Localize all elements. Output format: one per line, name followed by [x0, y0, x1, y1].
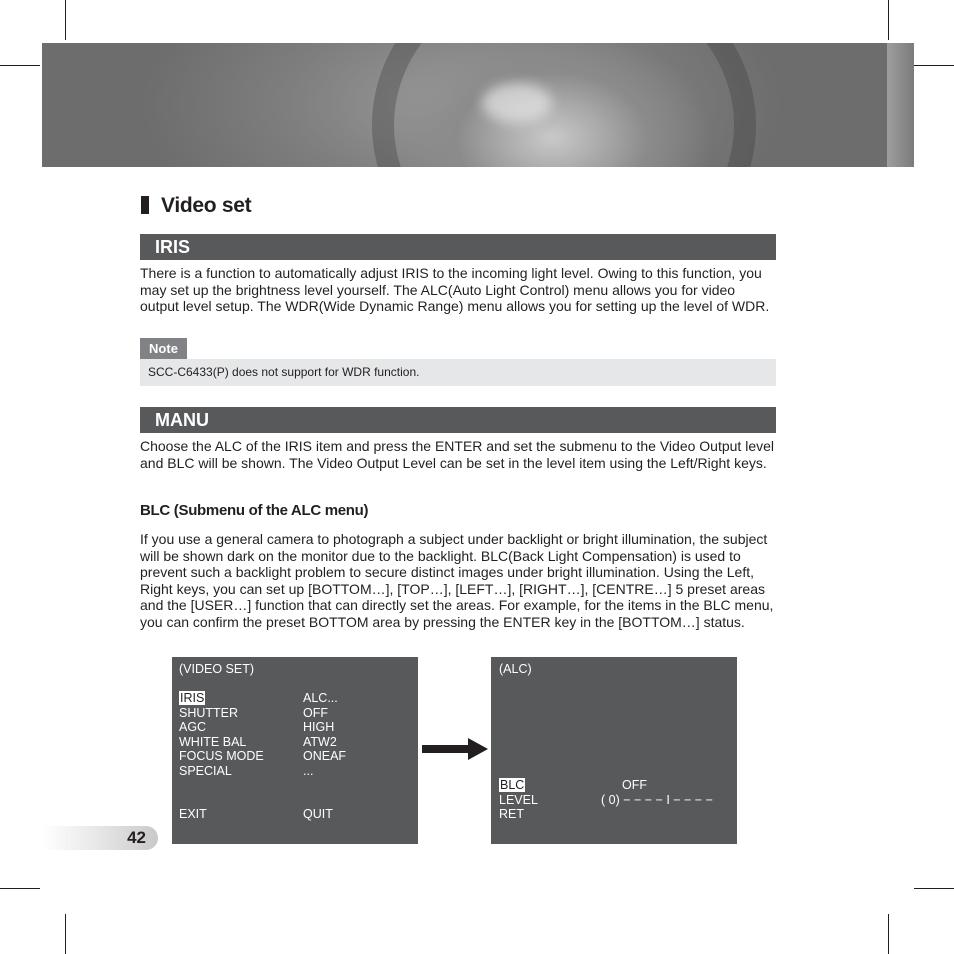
osd-item-value: ONEAF: [303, 749, 347, 763]
osd-video-set-menu: [172, 657, 418, 844]
osd-selected-item: BLC: [500, 778, 525, 792]
osd-selected-item: IRIS: [180, 691, 205, 705]
crop-mark-top-left-h: [0, 65, 40, 66]
osd-item-value: ALC...: [303, 691, 338, 705]
lens-glare-graphic: [482, 83, 552, 123]
osd-item-label: SHUTTER: [179, 706, 239, 720]
crop-mark-bottom-right-v: [888, 914, 889, 954]
osd-level-value: ( 0) − − − − I − − − −: [601, 793, 713, 807]
page-title-text: Video set: [161, 194, 252, 217]
osd-blc-label: [499, 778, 525, 792]
osd-level-label: LEVEL: [499, 793, 538, 807]
blc-subheading: BLC (Submenu of the ALC menu): [140, 502, 369, 519]
header-lens-banner: [42, 43, 914, 167]
crop-mark-bottom-right-h: [914, 888, 954, 889]
osd-video-set-title: (VIDEO SET): [179, 662, 255, 676]
osd-item-value: OFF: [303, 706, 328, 720]
page-number: 42: [42, 826, 158, 850]
note-label: Note: [140, 338, 187, 359]
iris-section-heading: IRIS: [140, 234, 776, 260]
manu-section-heading: MANU: [140, 407, 776, 433]
osd-alc-title: (ALC): [499, 662, 532, 676]
manu-body-text: Choose the ALC of the IRIS item and press the ENTER and set the submenu to the Video Output level and BLC will be shown. The Video Output Level can be set in the level item using the Left/Right keys.: [140, 438, 774, 471]
crop-mark-top-right-h: [914, 65, 954, 66]
osd-item-label: SPECIAL: [179, 764, 232, 778]
osd-ret-label: RET: [499, 807, 524, 821]
osd-exit-value: QUIT: [303, 807, 333, 821]
osd-item-label: FOCUS MODE: [179, 749, 264, 763]
osd-exit-label: EXIT: [179, 807, 207, 821]
osd-item-value: ATW2: [303, 735, 337, 749]
crop-mark-bottom-left-h: [0, 888, 40, 889]
osd-item-label: AGC: [179, 720, 207, 734]
iris-body-text: There is a function to automatically adjust IRIS to the incoming light level. Owing to this function, you may set up the brightness level yourself. The ALC(Auto Light Control) menu allows you for video output level setup. The WDR(Wide Dynamic Range) menu allows you for setting up the level of WDR.: [140, 265, 770, 315]
title-bullet-icon: [141, 196, 149, 214]
osd-item-label: WHITE BAL: [179, 735, 247, 749]
banner-edge-stripe: [887, 43, 914, 167]
osd-alc-menu: [491, 657, 737, 844]
note-text: SCC-C6433(P) does not support for WDR function.: [140, 359, 776, 386]
crop-mark-top-left-v: [65, 0, 66, 40]
crop-mark-bottom-left-v: [65, 914, 66, 954]
osd-blc-value: OFF: [622, 778, 647, 792]
crop-mark-top-right-v: [888, 0, 889, 40]
osd-item-value: ...: [303, 764, 314, 778]
osd-item-value: HIGH: [303, 720, 335, 734]
right-arrow-icon: [422, 738, 488, 760]
page-title: [141, 194, 251, 218]
blc-body-text: If you use a general camera to photograph a subject under backlight or bright illumination, the subject will be shown dark on the monitor due to the backlight. BLC(Back Light Compensation) is used to prevent such a backlight problem to secure distinct images under bright illumination. Using the Left, Right keys, you can set up [BOTTOM…], [TOP…], [LEFT…], [RIGHT…], [CENTRE…] 5 preset areas and the [USER…] function that can directly set the areas. For example, for the items in the BLC menu, you can confirm the preset BOTTOM area by pressing the ENTER key in the [BOTTOM…] status.: [140, 531, 774, 630]
osd-item-label: [179, 691, 205, 705]
lens-ring-graphic: [372, 43, 756, 167]
